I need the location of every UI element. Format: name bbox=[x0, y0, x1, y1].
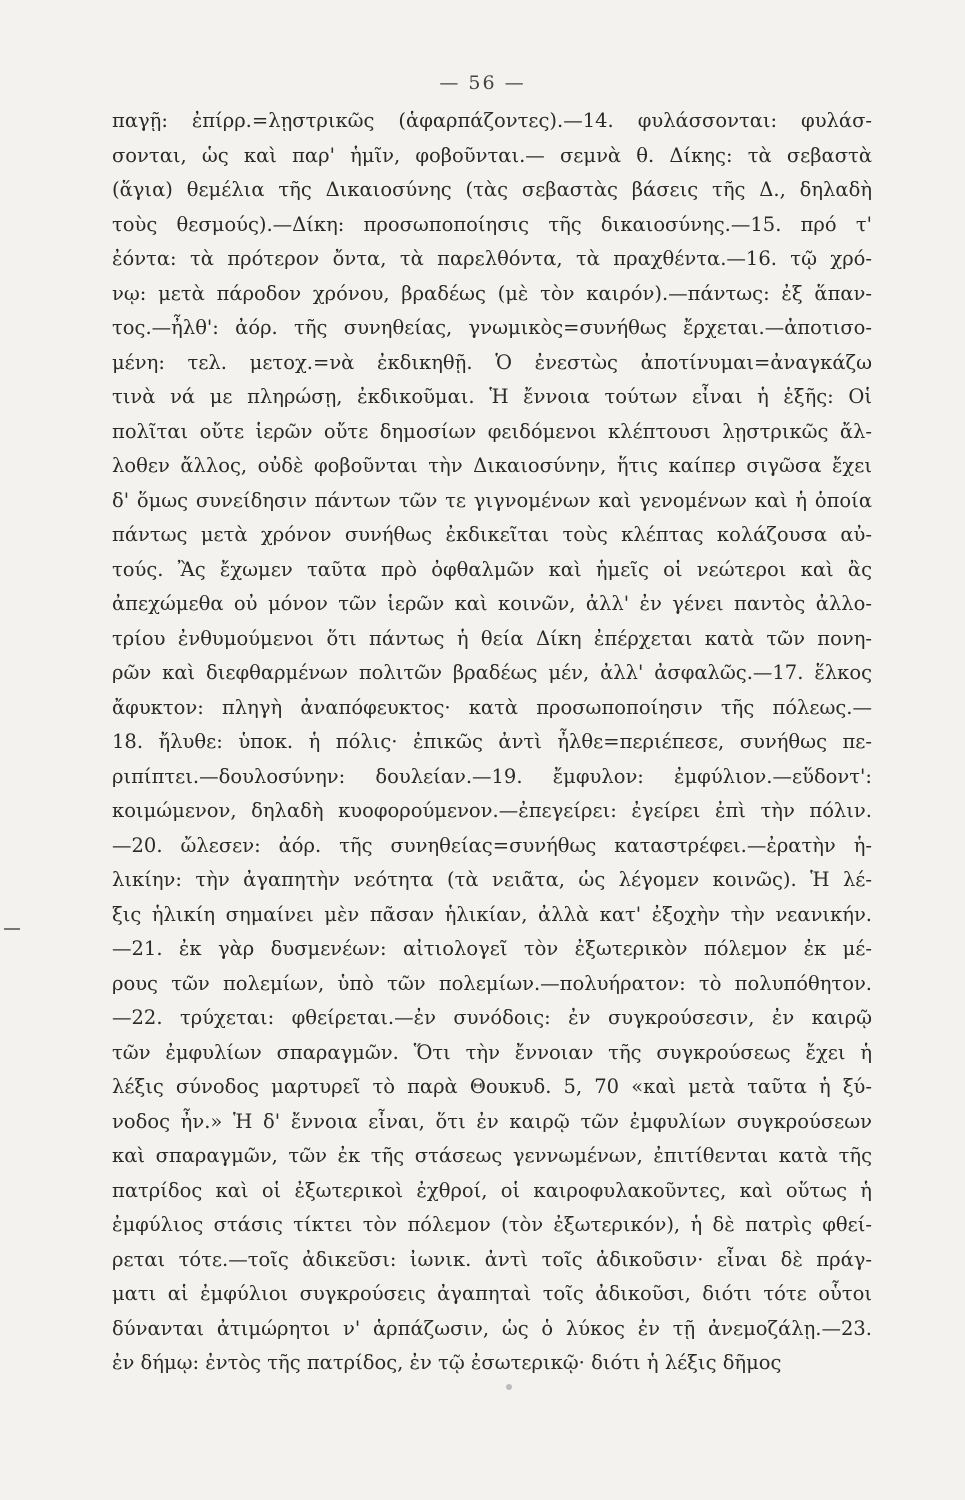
text-line: σονται, ὡς καὶ παρ' ἡμῖν, φοβοῦνται.— σεμνὰ θ. Δίκης: τὰ σεβαστὰ bbox=[112, 143, 872, 167]
text-line: τῶν ἐμφυλίων σπαραγμῶν. Ὅτι τὴν ἔννοιαν τῆς συγκρούσεως ἔχει ἡ bbox=[112, 1040, 872, 1064]
text-line: λέξις σύνοδος μαρτυρεῖ τὸ παρὰ Θουκυδ. 5, 70 «καὶ μετὰ ταῦτα ἡ ξύ- bbox=[112, 1075, 872, 1098]
text-line: παγῇ: ἐπίρρ.=λῃστρικῶς (ἁφαρπάζοντες).—14. φυλάσσονται: φυλάσ- bbox=[112, 109, 872, 132]
text-line: —21. ἐκ γὰρ δυσμενέων: αἰτιολογεῖ τὸν ἐξωτερικὸν πόλεμον ἐκ μέ- bbox=[112, 937, 872, 960]
text-line: λοθεν ἄλλος, οὐδὲ φοβοῦνται τὴν Δικαιοσύνην, ἥτις καίπερ σιγῶσα ἔχει bbox=[112, 454, 872, 477]
text-line: τρίου ἐνθυμούμενοι ὅτι πάντως ἡ θεία Δίκη ἐπέρχεται κατὰ τῶν πονη- bbox=[112, 626, 872, 650]
text-line: ἐόντα: τὰ πρότερον ὄντα, τὰ παρελθόντα, τὰ πραχθέντα.—16. τῷ χρό- bbox=[112, 247, 872, 270]
text-line: δ' ὅμως συνείδησιν πάντων τῶν τε γιγνομένων καὶ γενομένων καὶ ἡ ὁποία bbox=[112, 488, 872, 512]
text-line: ρους τῶν πολεμίων, ὑπὸ τῶν πολεμίων.—πολυήρατον: τὸ πολυπόθητον. bbox=[112, 971, 872, 995]
text-line: ἀπεχώμεθα οὐ μόνον τῶν ἱερῶν καὶ κοινῶν, ἀλλ' ἐν γένει παντὸς ἀλλο- bbox=[112, 592, 872, 615]
text-line: (ἅγια) θεμέλια τῆς Δικαιοσύνης (τὰς σεβαστὰς βάσεις τῆς Δ., δηλαδὴ bbox=[112, 178, 872, 201]
text-line: ἄφυκτον: πληγὴ ἀναπόφευκτος· κατὰ προσωποποίησιν τῆς πόλεως.— bbox=[112, 695, 872, 719]
text-line: τινὰ νά με πληρώσῃ, ἐκδικοῦμαι. Ἡ ἔννοια τούτων εἶναι ἡ ἑξῆς: Οἱ bbox=[112, 385, 872, 408]
text-line: πατρίδος καὶ οἱ ἐξωτερικοὶ ἐχθροί, οἱ καιροφυλακοῦντες, καὶ οὕτως ἡ bbox=[112, 1178, 872, 1202]
text-line: τος.—ἦλθ': ἀόρ. τῆς συνηθείας, γνωμικὸς=συνήθως ἔρχεται.—ἀποτισο- bbox=[112, 316, 872, 339]
text-line: ριπίπτει.—δουλοσύνην: δουλείαν.—19. ἔμφυλον: ἐμφύλιον.—εὕδοντ': bbox=[112, 764, 872, 788]
text-line: ἐμφύλιος στάσις τίκτει τὸν πόλεμον (τὸν ἐξωτερικόν), ἡ δὲ πατρὶς φθεί- bbox=[112, 1213, 872, 1236]
text-line: —20. ὤλεσεν: ἀόρ. τῆς συνηθείας=συνήθως καταστρέφει.—ἐρατὴν ἡ- bbox=[112, 833, 872, 857]
text-line: ρῶν καὶ διεφθαρμένων πολιτῶν βραδέως μέν, ἀλλ' ἀσφαλῶς.—17. ἕλκος bbox=[112, 661, 872, 684]
text-line: καὶ σπαραγμῶν, τῶν ἐκ τῆς στάσεως γεννωμένων, ἐπιτίθενται κατὰ τῆς bbox=[112, 1144, 872, 1167]
text-line: νοδος ἦν.» Ἡ δ' ἔννοια εἶναι, ὅτι ἐν καιρῷ τῶν ἐμφυλίων συγκρούσεων bbox=[112, 1109, 872, 1133]
text-line: 18. ἤλυθε: ὑποκ. ἡ πόλις· ἐπικῶς ἀντὶ ἦλθε=περιέπεσε, συνήθως πε- bbox=[112, 730, 872, 753]
ink-dot bbox=[506, 1384, 512, 1390]
text-line: ρεται τότε.—τοῖς ἀδικεῦσι: ἰωνικ. ἀντὶ τοῖς ἀδικοῦσιν· εἶναι δὲ πράγ- bbox=[112, 1247, 872, 1271]
text-line: μένη: τελ. μετοχ.=νὰ ἐκδικηθῇ. Ὁ ἐνεστὼς ἀποτίνυμαι=ἀναγκάζω bbox=[112, 350, 872, 374]
text-line: δύνανται ἀτιμώρητοι ν' ἁρπάζωσιν, ὡς ὁ λύκος ἐν τῇ ἀνεμοζάλῃ.—23. bbox=[112, 1316, 872, 1340]
text-line: λικίην: τὴν ἀγαπητὴν νεότητα (τὰ νειᾶτα, ὡς λέγομεν κοινῶς). Ἡ λέ- bbox=[112, 868, 872, 891]
text-line: ξις ἡλικίη σημαίνει μὲν πᾶσαν ἡλικίαν, ἀλλὰ κατ' ἐξοχὴν τὴν νεανικήν. bbox=[112, 902, 872, 926]
text-line: ἐν δήμῳ: ἐντὸς τῆς πατρίδος, ἐν τῷ ἐσωτερικῷ· διότι ἡ λέξις δῆμος bbox=[112, 1351, 782, 1374]
text-line: τούς. Ἂς ἔχωμεν ταῦτα πρὸ ὀφθαλμῶν καὶ ἡμεῖς οἱ νεώτεροι καὶ ἂς bbox=[112, 557, 872, 581]
text-line: —22. τρύχεται: φθείρεται.—ἐν συνόδοις: ἐν συγκρούσεσιν, ἐν καιρῷ bbox=[112, 1006, 872, 1029]
text-line: νῳ: μετὰ πάροδον χρόνου, βραδέως (μὲ τὸν καιρόν).—πάντως: ἐξ ἅπαν- bbox=[112, 281, 872, 305]
text-line: πάντως μετὰ χρόνον συνήθως ἐκδικεῖται τοὺς κλέπτας κολάζουσα αὐ- bbox=[112, 523, 872, 546]
text-line: πολῖται οὔτε ἱερῶν οὔτε δημοσίων φειδόμενοι κλέπτουσι λῃστρικῶς ἄλ- bbox=[112, 419, 872, 443]
text-line: ματι αἱ ἐμφύλιοι συγκρούσεις ἀγαπηταὶ τοῖς ἀδικοῦσι, διότι τότε οὗτοι bbox=[112, 1282, 872, 1305]
commentary-text bbox=[112, 104, 872, 1381]
text-line: κοιμώμενον, δηλαδὴ κυοφορούμενον.—ἐπεγείρει: ἐγείρει ἐπὶ τὴν πόλιν. bbox=[112, 799, 872, 822]
page-number: — 56 — bbox=[439, 72, 526, 94]
text-line: τοὺς θεσμούς).—Δίκη: προσωποποίησις τῆς δικαιοσύνης.—15. πρό τ' bbox=[112, 212, 872, 236]
margin-dash bbox=[4, 928, 20, 930]
